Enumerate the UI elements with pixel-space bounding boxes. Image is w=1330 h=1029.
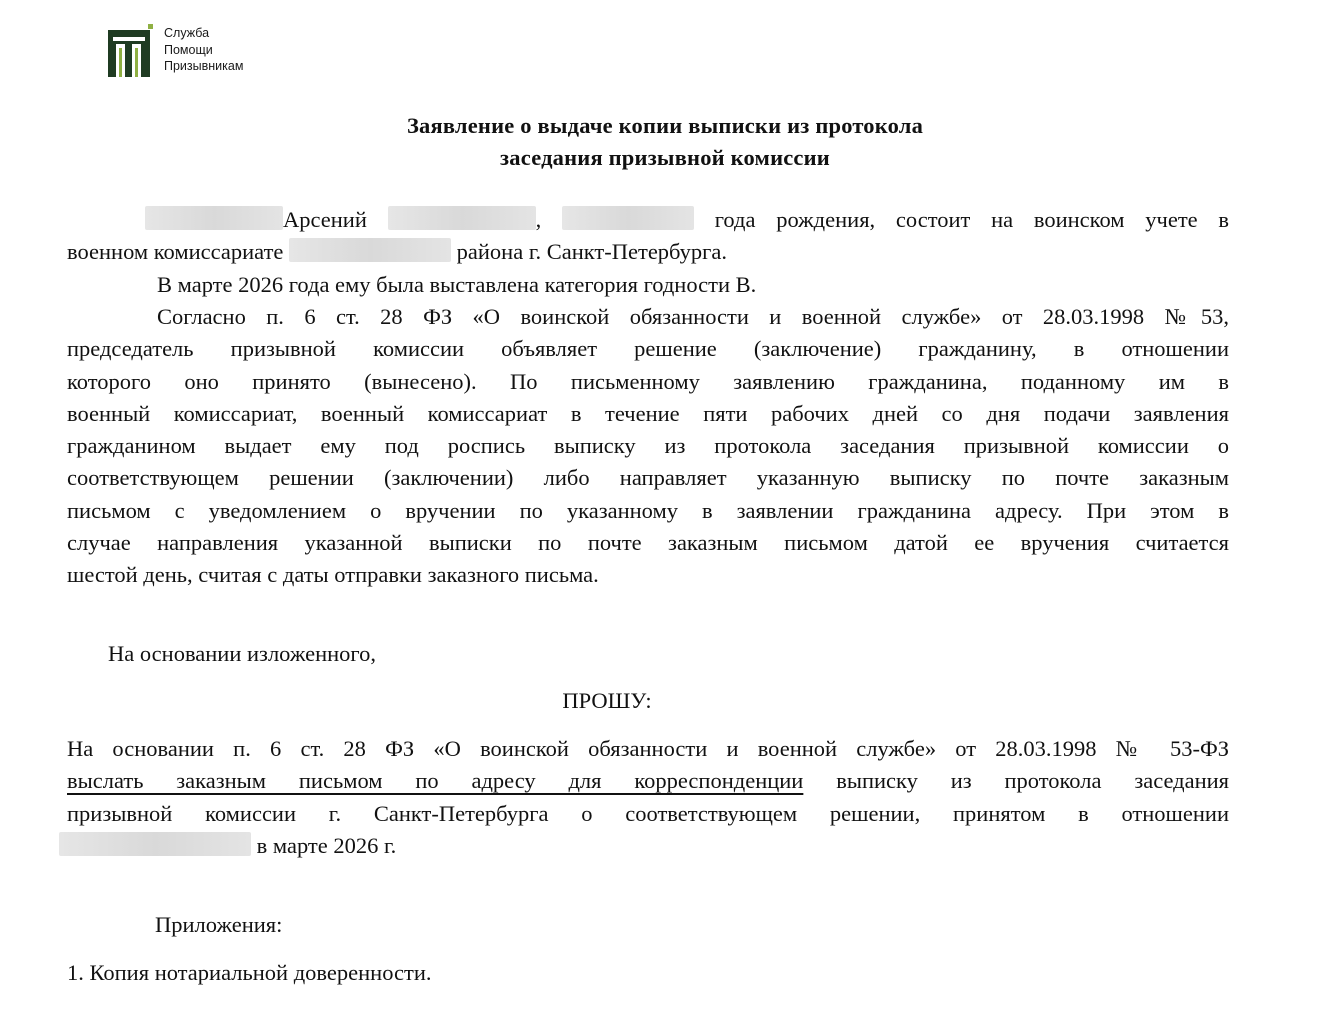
intro-line2-prefix: военном комиссариате — [67, 239, 284, 265]
redacted-district — [289, 238, 451, 262]
logo-accent-square — [148, 24, 153, 29]
law-line: Согласно п. 6 ст. 28 ФЗ «О воинской обязанности и военной службе» от 28.03.1998 №53, — [157, 304, 1229, 329]
request-line4-suffix: в марте 2026 г. — [256, 832, 397, 858]
redacted-surname — [145, 206, 283, 230]
intro-line-2 — [67, 236, 1229, 268]
logo-line-2: Помощи — [164, 42, 213, 57]
basis-text: На основании изложенного, — [108, 641, 376, 666]
intro-line2-suffix: района г. Санкт-Петербурга. — [456, 239, 727, 265]
intro-category: В марте 2026 года ему была выставлена категория годности В. — [157, 271, 757, 297]
redacted-birth-date — [562, 206, 694, 230]
title-line-1: Заявление о выдаче копии выписки из протокола — [406, 113, 924, 138]
request-line2-rest: выписку из протокола заседания — [836, 768, 1230, 794]
request-underlined: выслать заказным письмом по адресу для корреспонденции — [67, 768, 804, 794]
request-line-4 — [67, 830, 1229, 862]
logo-mark-icon — [108, 24, 156, 78]
request-line-1: На основании п. 6 ст. 28 ФЗ «О воинской обязанности и военной службе» от 28.03.1998 № 53-ФЗ — [67, 736, 1229, 761]
title-line-2: заседания призывной комиссии — [500, 145, 830, 170]
intro-line-1 — [67, 204, 1229, 236]
request-line-3: призывной комиссии г. Санкт-Петербурга о соответствующем решении, принятом в отношении — [67, 800, 1229, 826]
redacted-patronymic — [388, 206, 536, 230]
attachments-heading: Приложения: — [155, 912, 283, 937]
law-line: письмом с уведомлением о вручении по указанному в заявлении гражданина адресу. При этом в — [67, 497, 1229, 523]
request-line-2 — [67, 765, 1229, 797]
logo-line-1: Служба — [164, 26, 210, 40]
intro-comma: , — [535, 207, 542, 232]
redacted-person-name — [59, 832, 251, 856]
law-line: гражданином выдает ему под роспись выписку из протокола заседания призывной комиссии о — [67, 433, 1229, 459]
law-line: председатель призывной комиссии объявляет решение (заключение) гражданину, в отношении — [67, 336, 1229, 362]
attachment-item: 1. Копия нотариальной доверенности. — [67, 960, 432, 985]
logo-line-3: Призывникам — [164, 59, 244, 73]
intro-birth-suffix: года рождения, состоит на воинском учете в — [714, 207, 1230, 232]
intro-name: Арсений — [283, 207, 367, 232]
law-line: военный комиссариат, военный комиссариат в течение пяти рабочих дней со дня подачи заявления — [67, 400, 1229, 426]
request-heading: ПРОШУ: — [562, 688, 652, 713]
law-line: шестой день, считая с даты отправки заказного письма. — [67, 562, 599, 588]
law-line: которого оно принято (вынесено). По письменному заявлению гражданина, поданному им в — [67, 368, 1229, 394]
law-paragraph — [67, 301, 1229, 592]
law-line: соответствующем решении (заключении) либо направляет указанную выписку по почте заказным — [67, 465, 1229, 491]
logo-text — [164, 25, 243, 75]
document-title — [0, 110, 1330, 174]
law-line: случае направления указанной выписки по почте заказным письмом датой ее вручения считается — [67, 530, 1229, 556]
intro-paragraph — [67, 204, 1229, 301]
request-paragraph — [67, 733, 1229, 862]
